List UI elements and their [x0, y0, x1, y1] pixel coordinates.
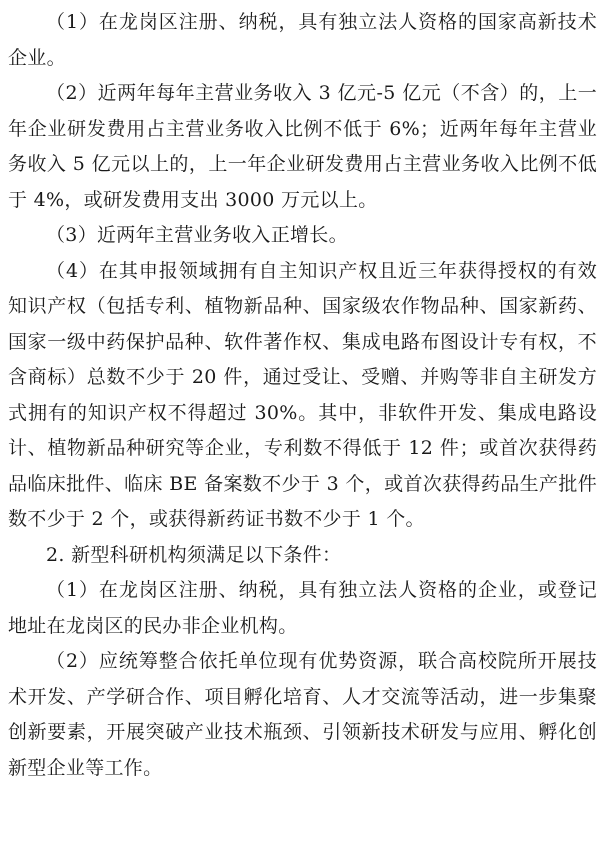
paragraph-3: （3）近两年主营业务收入正增长。	[46, 224, 348, 246]
paragraph-4: （4）在其申报领域拥有自主知识产权且近三年获得授权的有效知识产权（包括专利、植物新品种、国家级农作物品种、国家新药、国家一级中药保护品种、软件著作权、集成电路布图设计专有权，不含商标）总数不少于 20 件，通过受让、受赠、并购等非自主研发方式拥有的知识产权不得超过 30%。其中，非软件开发、集成电路设计、植物新品种研究等企业，专利数不得低于 12 件；或首次获得药品临床批件、临床 BE 备案数不少于 3 个，或首次获得药品生产批件数不少于 2 个，或获得新药证书数不少于 1 个。	[8, 259, 597, 530]
section-heading: 2. 新型科研机构须满足以下条件：	[46, 543, 342, 566]
paragraph-2: （2）近两年每年主营业务收入 3 亿元-5 亿元（不含）的，上一年企业研发费用占主营业务收入比例不低于 6%；近两年每年主营业务收入 5 亿元以上的，上一年企业研发费用占主营业务收入比例不低于 4%，或研发费用支出 3000 万元以上。	[8, 82, 597, 211]
paragraph-6: （2）应统筹整合依托单位现有优势资源，联合高校院所开展技术开发、产学研合作、项目孵化培育、人才交流等活动，进一步集聚创新要素，开展突破产业技术瓶颈、引领新技术研发与应用、孵化创新型企业等工作。	[8, 650, 597, 779]
paragraph-1: （1）在龙岗区注册、纳税，具有独立法人资格的国家高新技术企业。	[8, 11, 597, 69]
paragraph-5: （1）在龙岗区注册、纳税，具有独立法人资格的企业，或登记地址在龙岗区的民办非企业机构。	[8, 579, 597, 637]
